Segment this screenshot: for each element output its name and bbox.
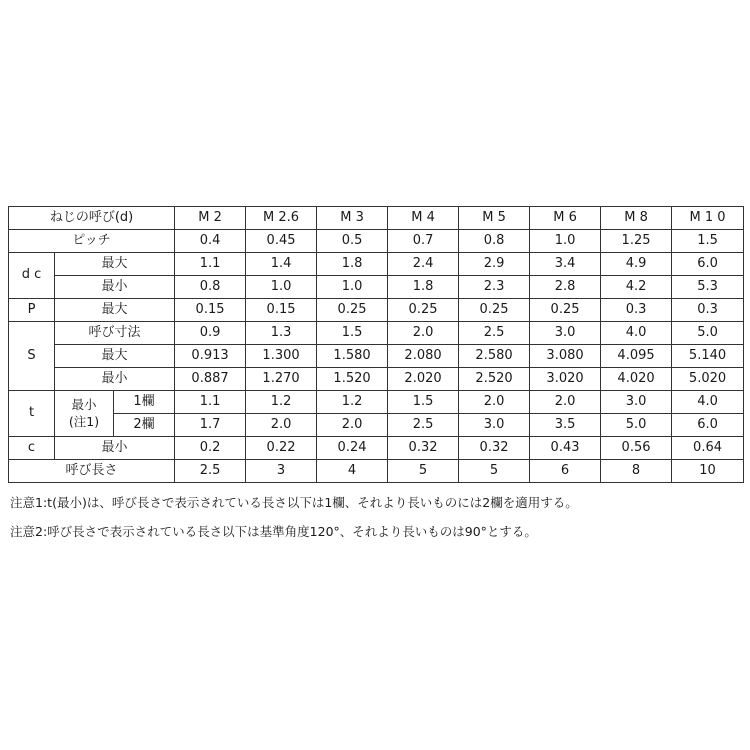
- value-cell: 3.5: [530, 414, 601, 437]
- value-cell: 4.020: [601, 368, 672, 391]
- t-min-label: [55, 391, 114, 437]
- size-cell: M 2.6: [246, 207, 317, 230]
- value-cell: 1.7: [175, 414, 246, 437]
- value-cell: 1.0: [530, 230, 601, 253]
- value-cell: 0.3: [601, 299, 672, 322]
- value-cell: 3.020: [530, 368, 601, 391]
- value-cell: 1.580: [317, 345, 388, 368]
- value-cell: 4.9: [601, 253, 672, 276]
- size-cell: M 3: [317, 207, 388, 230]
- value-cell: 2.8: [530, 276, 601, 299]
- value-cell: 0.22: [246, 437, 317, 460]
- value-cell: 1.0: [246, 276, 317, 299]
- value-cell: 1.300: [246, 345, 317, 368]
- dc-min-label: 最小: [55, 276, 175, 299]
- value-cell: 1.3: [246, 322, 317, 345]
- value-cell: 0.9: [175, 322, 246, 345]
- value-cell: 0.5: [317, 230, 388, 253]
- value-cell: 0.7: [388, 230, 459, 253]
- t-col2-label: 2欄: [114, 414, 175, 437]
- p-max-label: 最大: [55, 299, 175, 322]
- s-min-label: 最小: [55, 368, 175, 391]
- value-cell: 1.25: [601, 230, 672, 253]
- t-min-label-line1: 最小: [71, 396, 97, 412]
- dc-max-row: [9, 253, 744, 276]
- header-row: [9, 207, 744, 230]
- value-cell: 0.32: [388, 437, 459, 460]
- value-cell: 1.520: [317, 368, 388, 391]
- value-cell: 0.24: [317, 437, 388, 460]
- value-cell: 3: [246, 460, 317, 483]
- value-cell: 6.0: [672, 253, 744, 276]
- value-cell: 5.0: [601, 414, 672, 437]
- length-row: [9, 460, 744, 483]
- value-cell: 3.0: [530, 322, 601, 345]
- pitch-label: ピッチ: [9, 230, 175, 253]
- value-cell: 5.020: [672, 368, 744, 391]
- value-cell: 2.3: [459, 276, 530, 299]
- note-1: 注意1:t(最小)は、呼び長さで表示されている長さ以下は1欄、それより長いものには2欄を適用する。: [10, 495, 578, 510]
- t-col2-row: [9, 414, 744, 437]
- value-cell: 2.020: [388, 368, 459, 391]
- thread-size-label: ねじの呼び(d): [9, 207, 175, 230]
- s-nominal-row: [9, 322, 744, 345]
- p-max-row: [9, 299, 744, 322]
- value-cell: 0.25: [317, 299, 388, 322]
- value-cell: 4: [317, 460, 388, 483]
- size-cell: M 1 0: [672, 207, 744, 230]
- screw-spec-table: [8, 206, 744, 483]
- value-cell: 2.580: [459, 345, 530, 368]
- value-cell: 0.15: [175, 299, 246, 322]
- t-col1-row: [9, 391, 744, 414]
- c-label: c: [9, 437, 55, 460]
- value-cell: 2.0: [459, 391, 530, 414]
- value-cell: 0.8: [175, 276, 246, 299]
- value-cell: 0.8: [459, 230, 530, 253]
- value-cell: 0.32: [459, 437, 530, 460]
- value-cell: 1.2: [246, 391, 317, 414]
- value-cell: 0.4: [175, 230, 246, 253]
- size-cell: M 4: [388, 207, 459, 230]
- value-cell: 2.5: [175, 460, 246, 483]
- value-cell: 0.56: [601, 437, 672, 460]
- value-cell: 2.5: [388, 414, 459, 437]
- value-cell: 2.0: [246, 414, 317, 437]
- value-cell: 2.0: [388, 322, 459, 345]
- value-cell: 5: [459, 460, 530, 483]
- value-cell: 2.9: [459, 253, 530, 276]
- value-cell: 0.913: [175, 345, 246, 368]
- s-min-row: [9, 368, 744, 391]
- note-2: 注意2:呼び長さで表示されている長さ以下は基準角度120°、それより長いものは90°とする。: [10, 524, 537, 539]
- value-cell: 1.2: [317, 391, 388, 414]
- value-cell: 8: [601, 460, 672, 483]
- value-cell: 6.0: [672, 414, 744, 437]
- value-cell: 2.0: [317, 414, 388, 437]
- value-cell: 0.3: [672, 299, 744, 322]
- value-cell: 1.5: [672, 230, 744, 253]
- size-cell: M 2: [175, 207, 246, 230]
- value-cell: 0.25: [459, 299, 530, 322]
- value-cell: 1.5: [388, 391, 459, 414]
- value-cell: 1.1: [175, 391, 246, 414]
- value-cell: 0.2: [175, 437, 246, 460]
- value-cell: 6: [530, 460, 601, 483]
- pitch-row: [9, 230, 744, 253]
- value-cell: 1.8: [388, 276, 459, 299]
- t-col1-label: 1欄: [114, 391, 175, 414]
- value-cell: 5.140: [672, 345, 744, 368]
- value-cell: 0.43: [530, 437, 601, 460]
- value-cell: 1.8: [317, 253, 388, 276]
- value-cell: 4.0: [672, 391, 744, 414]
- size-cell: M 6: [530, 207, 601, 230]
- value-cell: 1.270: [246, 368, 317, 391]
- s-nominal-label: 呼び寸法: [55, 322, 175, 345]
- value-cell: 0.45: [246, 230, 317, 253]
- dc-max-label: 最大: [55, 253, 175, 276]
- value-cell: 0.25: [530, 299, 601, 322]
- value-cell: 4.0: [601, 322, 672, 345]
- value-cell: 0.64: [672, 437, 744, 460]
- s-max-label: 最大: [55, 345, 175, 368]
- c-min-label: 最小: [55, 437, 175, 460]
- value-cell: 0.15: [246, 299, 317, 322]
- value-cell: 3.0: [601, 391, 672, 414]
- size-cell: M 5: [459, 207, 530, 230]
- value-cell: 2.520: [459, 368, 530, 391]
- value-cell: 10: [672, 460, 744, 483]
- value-cell: 2.5: [459, 322, 530, 345]
- size-cell: M 8: [601, 207, 672, 230]
- value-cell: 2.0: [530, 391, 601, 414]
- dc-min-row: [9, 276, 744, 299]
- value-cell: 5: [388, 460, 459, 483]
- value-cell: 5.0: [672, 322, 744, 345]
- value-cell: 0.25: [388, 299, 459, 322]
- s-label: S: [9, 322, 55, 391]
- value-cell: 4.2: [601, 276, 672, 299]
- value-cell: 4.095: [601, 345, 672, 368]
- dc-label: d c: [9, 253, 55, 299]
- p-label: P: [9, 299, 55, 322]
- value-cell: 3.4: [530, 253, 601, 276]
- value-cell: 3.0: [459, 414, 530, 437]
- value-cell: 2.4: [388, 253, 459, 276]
- t-min-label-line2: (注1): [68, 413, 100, 429]
- value-cell: 5.3: [672, 276, 744, 299]
- value-cell: 0.887: [175, 368, 246, 391]
- s-max-row: [9, 345, 744, 368]
- length-label: 呼び長さ: [9, 460, 175, 483]
- t-label: t: [9, 391, 55, 437]
- value-cell: 2.080: [388, 345, 459, 368]
- value-cell: 1.4: [246, 253, 317, 276]
- value-cell: 3.080: [530, 345, 601, 368]
- value-cell: 1.5: [317, 322, 388, 345]
- c-min-row: [9, 437, 744, 460]
- value-cell: 1.1: [175, 253, 246, 276]
- value-cell: 1.0: [317, 276, 388, 299]
